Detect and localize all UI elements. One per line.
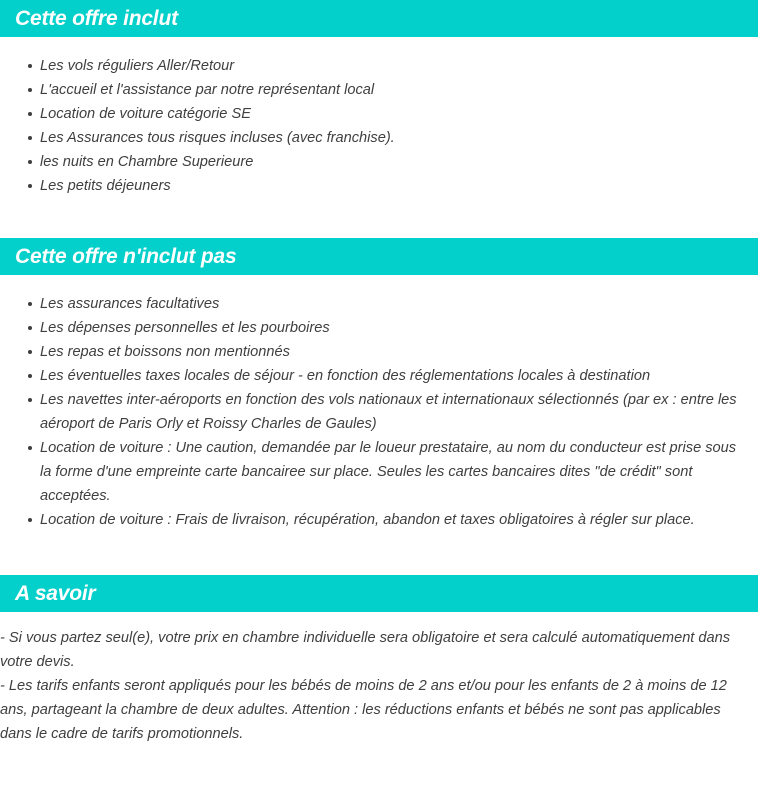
good-to-know-block	[0, 612, 758, 746]
section-gap	[0, 532, 758, 575]
section-header-included	[0, 0, 758, 37]
section-title-included: Cette offre inclut	[15, 7, 178, 30]
included-list-block	[0, 37, 758, 198]
list-item: Les repas et boissons non mentionnés	[0, 340, 758, 364]
list-item: les nuits en Chambre Superieure	[0, 150, 758, 174]
section-header-not-included	[0, 238, 758, 275]
list-item: Les Assurances tous risques incluses (avec franchise).	[0, 126, 758, 150]
note-paragraph: - Si vous partez seul(e), votre prix en chambre individuelle sera obligatoire et sera calculé automatiquement dans votre devis.	[0, 630, 731, 670]
list-item: Les assurances facultatives	[0, 292, 758, 316]
not-included-list-block	[0, 275, 758, 532]
list-item: Les dépenses personnelles et les pourboires	[0, 316, 758, 340]
section-title-not-included: Cette offre n'inclut pas	[15, 245, 237, 268]
list-item: Les vols réguliers Aller/Retour	[0, 54, 758, 78]
not-included-list	[0, 292, 758, 532]
section-title-good-to-know: A savoir	[15, 582, 96, 605]
note-paragraph: - Les tarifs enfants seront appliqués pour les bébés de moins de 2 ans et/ou pour les enfants de 2 à moins de 12 ans, partageant la chambre de deux adultes. Attention : les réductions enfants et bébés ne sont pas applicables dans le cadre de tarifs promotionnels.	[0, 678, 727, 742]
section-header-good-to-know	[0, 575, 758, 612]
list-item: Les petits déjeuners	[0, 174, 758, 198]
list-item: Location de voiture : Frais de livraison, récupération, abandon et taxes obligatoires à régler sur place.	[0, 508, 758, 532]
list-item: Location de voiture catégorie SE	[0, 102, 758, 126]
list-item: L'accueil et l'assistance par notre représentant local	[0, 78, 758, 102]
section-gap	[0, 198, 758, 238]
list-item: Location de voiture : Une caution, demandée par le loueur prestataire, au nom du conducteur est prise sous la forme d'une empreinte carte bancairee sur place. Seules les cartes bancaires dites "de crédit" sont acceptées.	[0, 436, 758, 508]
included-list	[0, 54, 758, 198]
list-item: Les éventuelles taxes locales de séjour - en fonction des réglementations locales à destination	[0, 364, 758, 388]
list-item: Les navettes inter-aéroports en fonction des vols nationaux et internationaux sélectionnés (par ex : entre les aéroport de Paris Orly et Roissy Charles de Gaules)	[0, 388, 758, 436]
